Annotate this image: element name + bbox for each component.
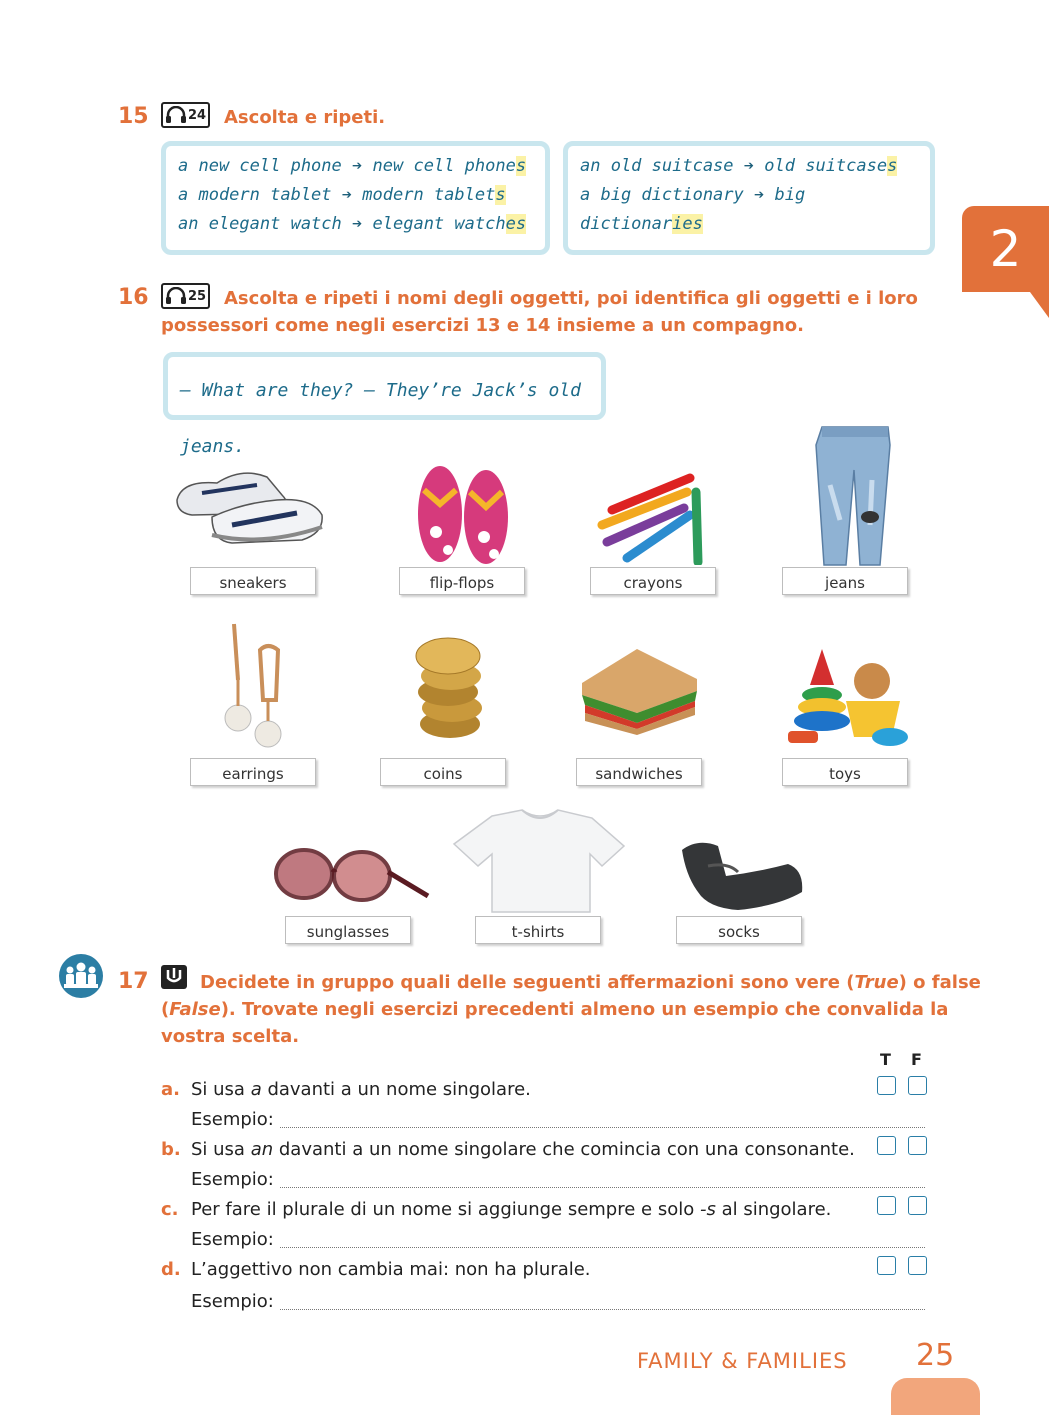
checkbox-true-c[interactable]: [877, 1196, 896, 1215]
audio-track-badge[interactable]: [161, 102, 210, 128]
statement-c: c. Per fare il plurale di un nome si aggiunge sempre e solo -s al singolare.: [161, 1199, 832, 1220]
dialogue-example-box: – What are they? – They’re Jack’s old jeans.: [163, 352, 606, 420]
example-line: an elegant watch ➔ elegant watches: [178, 214, 527, 234]
checkbox-false-a[interactable]: [908, 1076, 927, 1095]
group-work-icon: [58, 953, 104, 999]
exercise-17-instruction-line1: Decidete in gruppo quali delle seguenti affermazioni sono vere (True) o false: [200, 972, 981, 993]
coins-image: [410, 632, 490, 744]
exercise-17-instruction-line2: (False). Trovate negli esercizi precedenti almeno un esempio che convalida la: [161, 999, 949, 1020]
checkbox-false-d[interactable]: [908, 1256, 927, 1275]
statement-b: b. Si usa an davanti a un nome singolare che comincia con una consonante.: [161, 1139, 855, 1160]
socks-image: [678, 836, 806, 916]
example-line: a new cell phone ➔ new cell phones: [178, 156, 527, 176]
chapter-tab-fold: [1030, 292, 1049, 318]
sneakers-image: [172, 455, 327, 550]
sandwiches-image: [577, 643, 702, 735]
chapter-tab: [962, 206, 1049, 292]
crayons-image: [592, 470, 707, 565]
headphones-icon: [165, 106, 187, 124]
footer-unit-title: FAMILY & FAMILIES: [637, 1349, 848, 1373]
chapter-number: 2: [989, 220, 1022, 278]
esempio-answer-line-b[interactable]: [280, 1187, 925, 1188]
toys-image: [780, 645, 910, 750]
example-box-left: [161, 141, 550, 255]
esempio-label: Esempio:: [191, 1169, 274, 1190]
page-number: 25: [916, 1338, 955, 1373]
audio-track-number: 24: [188, 107, 207, 123]
item-label-sneakers: sneakers: [190, 567, 316, 595]
reasoning-badge-icon: [160, 964, 188, 990]
exercise-15-number: 15: [118, 104, 149, 129]
audio-track-badge[interactable]: [161, 283, 210, 309]
flip-flops-image: [414, 462, 512, 567]
example-line: a big dictionary ➔ big dictionaries: [580, 185, 806, 234]
example-line: an old suitcase ➔ old suitcases: [580, 156, 898, 176]
item-label-sunglasses: sunglasses: [285, 916, 411, 944]
item-label-t-shirts: t-shirts: [475, 916, 601, 944]
item-label-flip-flops: flip-flops: [399, 567, 525, 595]
esempio-answer-line-c[interactable]: [280, 1247, 925, 1248]
checkbox-false-c[interactable]: [908, 1196, 927, 1215]
exercise-16-number: 16: [118, 285, 149, 310]
jeans-image: [810, 425, 896, 570]
item-label-earrings: earrings: [190, 758, 316, 786]
item-label-jeans: jeans: [782, 567, 908, 595]
checkbox-true-d[interactable]: [877, 1256, 896, 1275]
item-label-coins: coins: [380, 758, 506, 786]
statement-d: d. L’aggettivo non cambia mai: non ha plurale.: [161, 1259, 591, 1280]
esempio-label: Esempio:: [191, 1109, 274, 1130]
exercise-15-instruction: Ascolta e ripeti.: [224, 107, 386, 128]
checkbox-false-b[interactable]: [908, 1136, 927, 1155]
earrings-image: [218, 620, 288, 752]
exercise-16-instruction-line1: Ascolta e ripeti i nomi degli oggetti, poi identifica gli oggetti e i loro: [224, 288, 918, 309]
esempio-answer-line-a[interactable]: [280, 1127, 925, 1128]
example-box-right: [563, 141, 935, 255]
item-label-crayons: crayons: [590, 567, 716, 595]
esempio-answer-line-d[interactable]: [280, 1309, 925, 1310]
item-label-socks: socks: [676, 916, 802, 944]
example-line: a modern tablet ➔ modern tablets: [178, 185, 506, 205]
item-label-sandwiches: sandwiches: [576, 758, 702, 786]
checkbox-true-a[interactable]: [877, 1076, 896, 1095]
esempio-label: Esempio:: [191, 1291, 274, 1312]
checkbox-true-b[interactable]: [877, 1136, 896, 1155]
headphones-icon: [165, 287, 187, 305]
statement-a: a. Si usa a davanti a un nome singolare.: [161, 1079, 531, 1100]
column-false-header: F: [911, 1050, 922, 1069]
exercise-17-instruction-line3: vostra scelta.: [161, 1026, 300, 1047]
sunglasses-image: [272, 842, 432, 907]
page-tab: [891, 1378, 980, 1415]
exercise-17-number: 17: [118, 969, 149, 994]
exercise-16-instruction-line2: possessori come negli esercizi 13 e 14 insieme a un compagno.: [161, 315, 804, 336]
audio-track-number: 25: [188, 288, 207, 304]
t-shirts-image: [452, 808, 627, 913]
column-true-header: T: [880, 1050, 891, 1069]
esempio-label: Esempio:: [191, 1229, 274, 1250]
item-label-toys: toys: [782, 758, 908, 786]
